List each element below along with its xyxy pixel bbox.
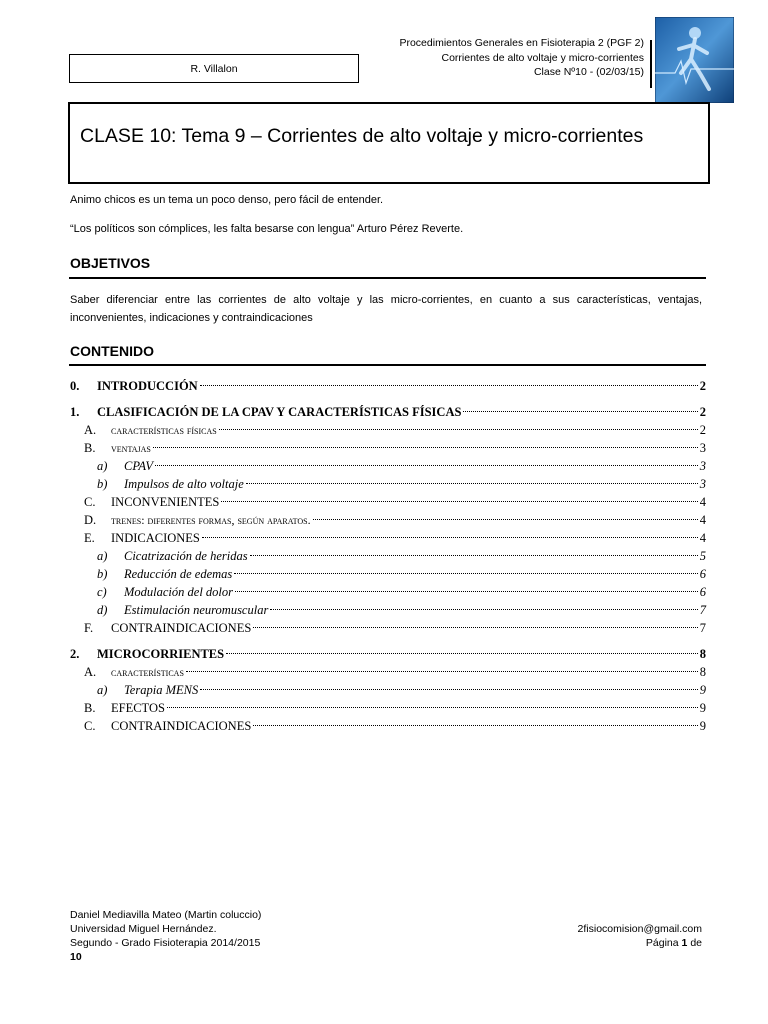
toc-label: Cicatrización de heridas [124,549,248,563]
toc-number: 1. [70,405,80,419]
toc-page: 4 [699,495,706,509]
toc-leader [200,689,698,690]
objectives-heading: OBJETIVOS [70,255,151,271]
toc-entry-inconvenientes[interactable] [70,493,706,511]
toc-number: 0. [70,379,80,393]
toc-leader [246,483,698,484]
toc-number: a) [97,459,108,473]
toc-number: B. [84,701,96,715]
toc-leader [270,609,697,610]
toc-entry-ventajas[interactable] [70,439,706,457]
intro-text: Animo chicos es un tema un poco denso, pero fácil de entender. [70,194,384,206]
quote-text: “Los políticos son cómplices, les falta besarse con lengua” Arturo Pérez Reverte. [70,223,464,235]
toc-number: C. [84,719,96,733]
toc-entry-cpav[interactable] [70,457,706,475]
title-box [68,102,710,184]
toc-leader [253,627,697,628]
toc-label: CPAV [124,459,154,473]
toc-page: 6 [699,585,706,599]
toc-number: b) [97,567,108,581]
toc-label: INTRODUCCIÓN [97,379,198,393]
toc-leader [226,653,698,654]
toc-entry-efectos[interactable] [70,699,706,717]
toc-page: 9 [699,701,706,715]
course-header [399,36,644,80]
toc-entry-impulsos[interactable] [70,475,706,493]
toc-page: 6 [699,567,706,581]
toc-number: C. [84,495,96,509]
toc-leader [186,671,698,672]
toc-entry-contraindicaciones-2[interactable] [70,717,706,735]
page-title: CLASE 10: Tema 9 – Corrientes de alto voltaje y micro-corrientes [80,125,644,147]
toc-label: características físicas [111,423,217,437]
table-of-contents [70,377,706,735]
toc-leader [250,555,698,556]
toc-entry-dolor[interactable] [70,583,706,601]
toc-label: CONTRAINDICACIONES [111,719,252,733]
footer-email[interactable]: 2fisiocomision@gmail.com [577,923,702,935]
toc-page: 3 [699,441,706,455]
contents-rule [69,364,706,366]
toc-entry-cicatrizacion[interactable] [70,547,706,565]
toc-label: CLASIFICACIÓN DE LA CPAV Y CARACTERÍSTICAS FÍSICAS [97,405,462,419]
toc-label: EFECTOS [111,701,165,715]
course-topic: Corrientes de alto voltaje y micro-corrientes [441,51,644,64]
toc-page: 4 [699,531,706,545]
toc-number: b) [97,477,108,491]
toc-entry-estimulacion[interactable] [70,601,706,619]
toc-leader [253,725,697,726]
toc-label: ventajas [111,441,151,455]
toc-number: c) [97,585,107,599]
toc-label: trenes: diferentes formas, según aparatos. [111,513,311,527]
toc-label: MICROCORRIENTES [97,647,225,661]
toc-page: 2 [699,423,706,437]
toc-entry-contraindicaciones[interactable] [70,619,706,637]
toc-leader [200,385,698,386]
toc-number: a) [97,683,108,697]
toc-page: 7 [699,621,706,635]
toc-page: 8 [699,665,706,679]
toc-entry-microcorrientes[interactable] [70,645,706,663]
toc-entry-introduccion[interactable] [70,377,706,395]
toc-label: INDICACIONES [111,531,200,545]
toc-leader [167,707,698,708]
toc-label: Modulación del dolor [124,585,234,599]
toc-label: Reducción de edemas [124,567,233,581]
footer-page-total: 10 [70,951,82,963]
toc-page: 8 [699,647,706,661]
toc-label: Impulsos de alto voltaje [124,477,244,491]
toc-page: 3 [699,459,706,473]
toc-page: 9 [699,683,706,697]
header-divider [650,40,652,88]
toc-page: 2 [699,405,706,419]
course-title: Procedimientos Generales en Fisioterapia 2 (PGF 2) [399,37,644,49]
author-box [69,54,359,83]
author-name: R. Villalon [190,62,238,75]
footer-university: Universidad Miguel Hernández. [70,923,217,935]
toc-label: CONTRAINDICACIONES [111,621,252,635]
toc-entry-caracteristicas[interactable] [70,663,706,681]
footer-course: Segundo - Grado Fisioterapia 2014/2015 [70,937,261,949]
toc-leader [153,447,698,448]
page-prefix: Página [645,937,679,949]
objectives-rule [69,277,706,279]
footer-author: Daniel Mediavilla Mateo (Martin coluccio) [70,909,262,921]
toc-leader [235,591,698,592]
toc-leader [202,537,698,538]
toc-label: características [111,665,184,679]
toc-leader [234,573,697,574]
toc-leader [463,411,697,412]
toc-entry-terapia-mens[interactable] [70,681,706,699]
toc-leader [219,429,698,430]
runner-xray-image [655,17,734,103]
footer-page-indicator [578,936,702,950]
toc-entry-clasificacion[interactable] [70,403,706,421]
toc-entry-indicaciones[interactable] [70,529,706,547]
toc-leader [313,519,698,520]
objectives-text: Saber diferenciar entre las corrientes de alto voltaje y las micro-corrientes, en cuanto a sus características, ventajas, inconvenientes, indicaciones y contraindicaciones [70,294,702,324]
toc-entry-edemas[interactable] [70,565,706,583]
toc-leader [155,465,698,466]
toc-number: A. [84,665,97,679]
page-suffix: de [690,937,702,949]
toc-page: 7 [699,603,706,617]
contents-heading: CONTENIDO [70,343,154,359]
toc-page: 2 [699,379,706,393]
toc-number: A. [84,423,97,437]
toc-page: 9 [699,719,706,733]
toc-page: 5 [699,549,706,563]
toc-number: d) [97,603,108,617]
toc-entry-trenes[interactable] [70,511,706,529]
toc-page: 3 [699,477,706,491]
page-number: 1 [681,937,688,949]
toc-number: B. [84,441,96,455]
toc-number: 2. [70,647,80,661]
toc-entry-caracteristicas-fisicas[interactable] [70,421,706,439]
toc-label: Terapia MENS [124,683,199,697]
toc-label: INCONVENIENTES [111,495,220,509]
toc-leader [221,501,697,502]
toc-number: F. [84,621,94,635]
toc-number: E. [84,531,95,545]
toc-label: Estimulación neuromuscular [124,603,269,617]
toc-number: D. [84,513,97,527]
toc-page: 4 [699,513,706,527]
class-date: Clase Nº10 - (02/03/15) [533,66,644,78]
toc-number: a) [97,549,108,563]
